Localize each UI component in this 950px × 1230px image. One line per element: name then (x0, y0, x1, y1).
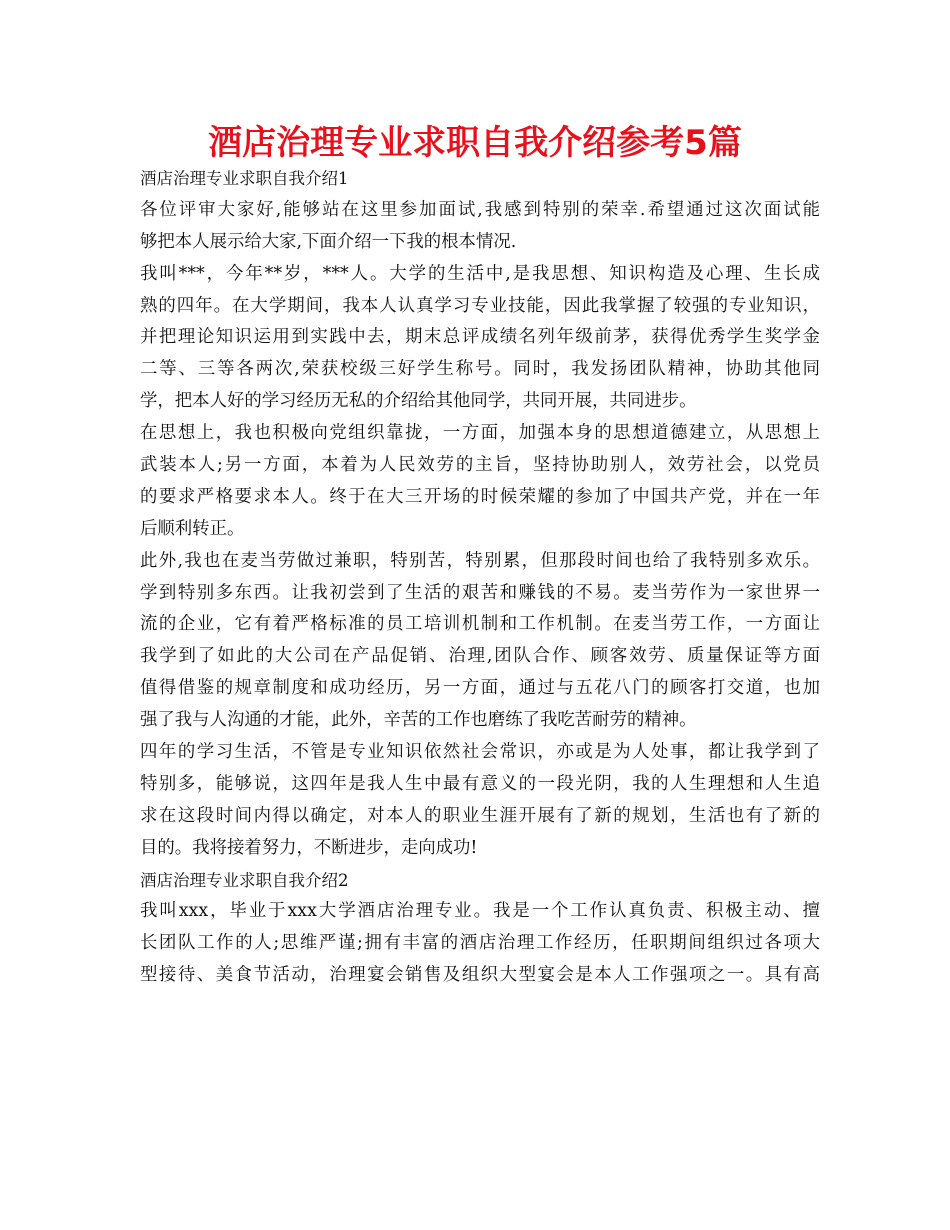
section-heading: 酒店治理专业求职自我介绍1 (140, 169, 349, 188)
text-line: 值得借鉴的规章制度和成功经历，另一方面，通过与五花八门的顾客打交道，也加 (140, 678, 820, 699)
text-line: 强了我与人沟通的才能，此外，辛苦的工作也磨练了我吃苦耐劳的精神。 (140, 710, 697, 731)
text-line: 我学到了如此的大公司在产品促销、治理,团队合作、顾客效劳、质量保证等方面 (140, 646, 820, 667)
text-line: 各位评审大家好,能够站在这里参加面试,我感到特别的荣幸.希望通过这次面试能 (140, 199, 820, 220)
text-line: 够把本人展示给大家,下面介绍一下我的根本情况. (140, 231, 517, 252)
document-body (140, 163, 820, 992)
text-line: 在思想上，我也积极向党组织靠拢，一方面，加强本身的思想道德建立，从思想上 (140, 423, 820, 444)
section-heading: 酒店治理专业求职自我介绍2 (140, 870, 349, 890)
text-line: 目的。我将接着努力，不断进步，走向成功! (140, 837, 478, 858)
text-line: 的要求严格要求本人。终于在大三开场的时候荣耀的参加了中国共产党，并在一年 (140, 486, 820, 507)
text-line: 后顺利转正。 (140, 518, 245, 539)
text-line: 二等、三等各两次,荣获校级三好学生称号。同时，我发扬团队精神，协助其他同 (140, 359, 820, 380)
text-line: 我叫***，今年**岁，***人。大学的生活中,是我思想、知识构造及心理、生长成 (140, 263, 820, 284)
text-line: 特别多，能够说，这四年是我人生中最有意义的一段光阴，我的人生理想和人生追 (140, 773, 820, 794)
text-line: 型接待、美食节活动，治理宴会销售及组织大型宴会是本人工作强项之一。具有高 (140, 965, 820, 986)
text-line: 学到特别多东西。让我初尝到了生活的艰苦和赚钱的不易。麦当劳作为一家世界一 (140, 582, 820, 603)
text-line: 并把理论知识运用到实践中去，期末总评成绩名列年级前茅，获得优秀学生奖学金 (140, 327, 820, 348)
text-line: 学，把本人好的学习经历无私的介绍给其他同学，共同开展，共同进步。 (140, 391, 697, 412)
text-line: 长团队工作的人;思维严谨;拥有丰富的酒店治理工作经历，任职期间组织过各项大 (140, 933, 820, 954)
text-line: 武装本人;另一方面，本着为人民效劳的主旨，坚持协助别人，效劳社会，以党员 (140, 455, 820, 476)
text-line: 此外,我也在麦当劳做过兼职，特别苦，特别累，但那段时间也给了我特别多欢乐。 (140, 550, 820, 571)
text-line: 熟的四年。在大学期间，我本人认真学习专业技能，因此我掌握了较强的专业知识， (140, 295, 820, 316)
text-line: 求在这段时间内得以确定，对本人的职业生涯开展有了新的规划，生活也有了新的 (140, 805, 820, 826)
text-line: 四年的学习生活，不管是专业知识依然社会常识，亦或是为人处事，都让我学到了 (140, 742, 820, 763)
document-title: 酒店治理专业求职自我介绍参考5篇 (208, 123, 742, 163)
text-line: 流的企业，它有着严格标准的员工培训机制和工作机制。在麦当劳工作，一方面让 (140, 614, 820, 635)
text-line: 我叫xxx，毕业于xxx大学酒店治理专业。我是一个工作认真负责、积极主动、擅 (140, 901, 820, 922)
